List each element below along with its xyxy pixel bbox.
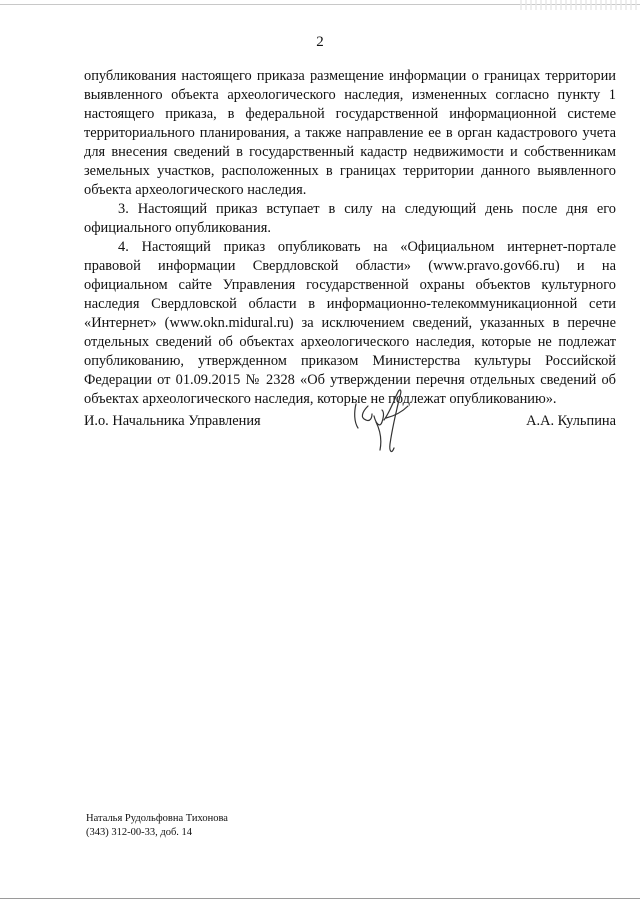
handwritten-signature <box>346 382 426 462</box>
scan-edge-bottom <box>0 898 640 899</box>
position-title: И.о. Начальника Управления <box>84 413 261 429</box>
page-number: 2 <box>316 34 324 50</box>
paragraph-continuation: опубликования настоящего приказа размещение информации о границах территории выявленного объекта археологического наследия, измененных согласно пункту 1 настоящего приказа, в федеральной государственной информационной системе территориального планирования, а также направление ее в орган кадастрового учета для внесения сведений в государственный кадастр недвижимости и собственникам земельных участков, расположенных в границах территории данного выявленного объекта археологического наследия. <box>84 68 616 198</box>
scan-noise <box>520 0 640 10</box>
contact-phone: (343) 312-00-33, доб. 14 <box>86 827 193 838</box>
paragraph-3: 3. Настоящий приказ вступает в силу на следующий день после дня его официального опубликования. <box>84 201 616 236</box>
document-body <box>84 67 616 409</box>
contact-footer <box>86 812 228 840</box>
paragraph-4: 4. Настоящий приказ опубликовать на «Официальном интернет-портале правовой информации Свердловской области» (www.pravo.gov66.ru) и на официальном сайте Управления государственной охраны объектов культурного наследия Свердловской области в информационно-телекоммуникационной сети «Интернет» (www.okn.midural.ru) за исключением сведений, указанных в перечне отдельных сведений об объектах археологического наследия, которые не подлежат опубликованию, утвержденном приказом Министерства культуры Российской Федерации от 01.09.2015 № 2328 «Об утверждении перечня отдельных сведений об объектах археологического наследия, которые не подлежат опубликованию». <box>84 239 616 407</box>
contact-name: Наталья Рудольфовна Тихонова <box>86 813 228 824</box>
signatory-name: А.А. Кульпина <box>526 413 616 429</box>
